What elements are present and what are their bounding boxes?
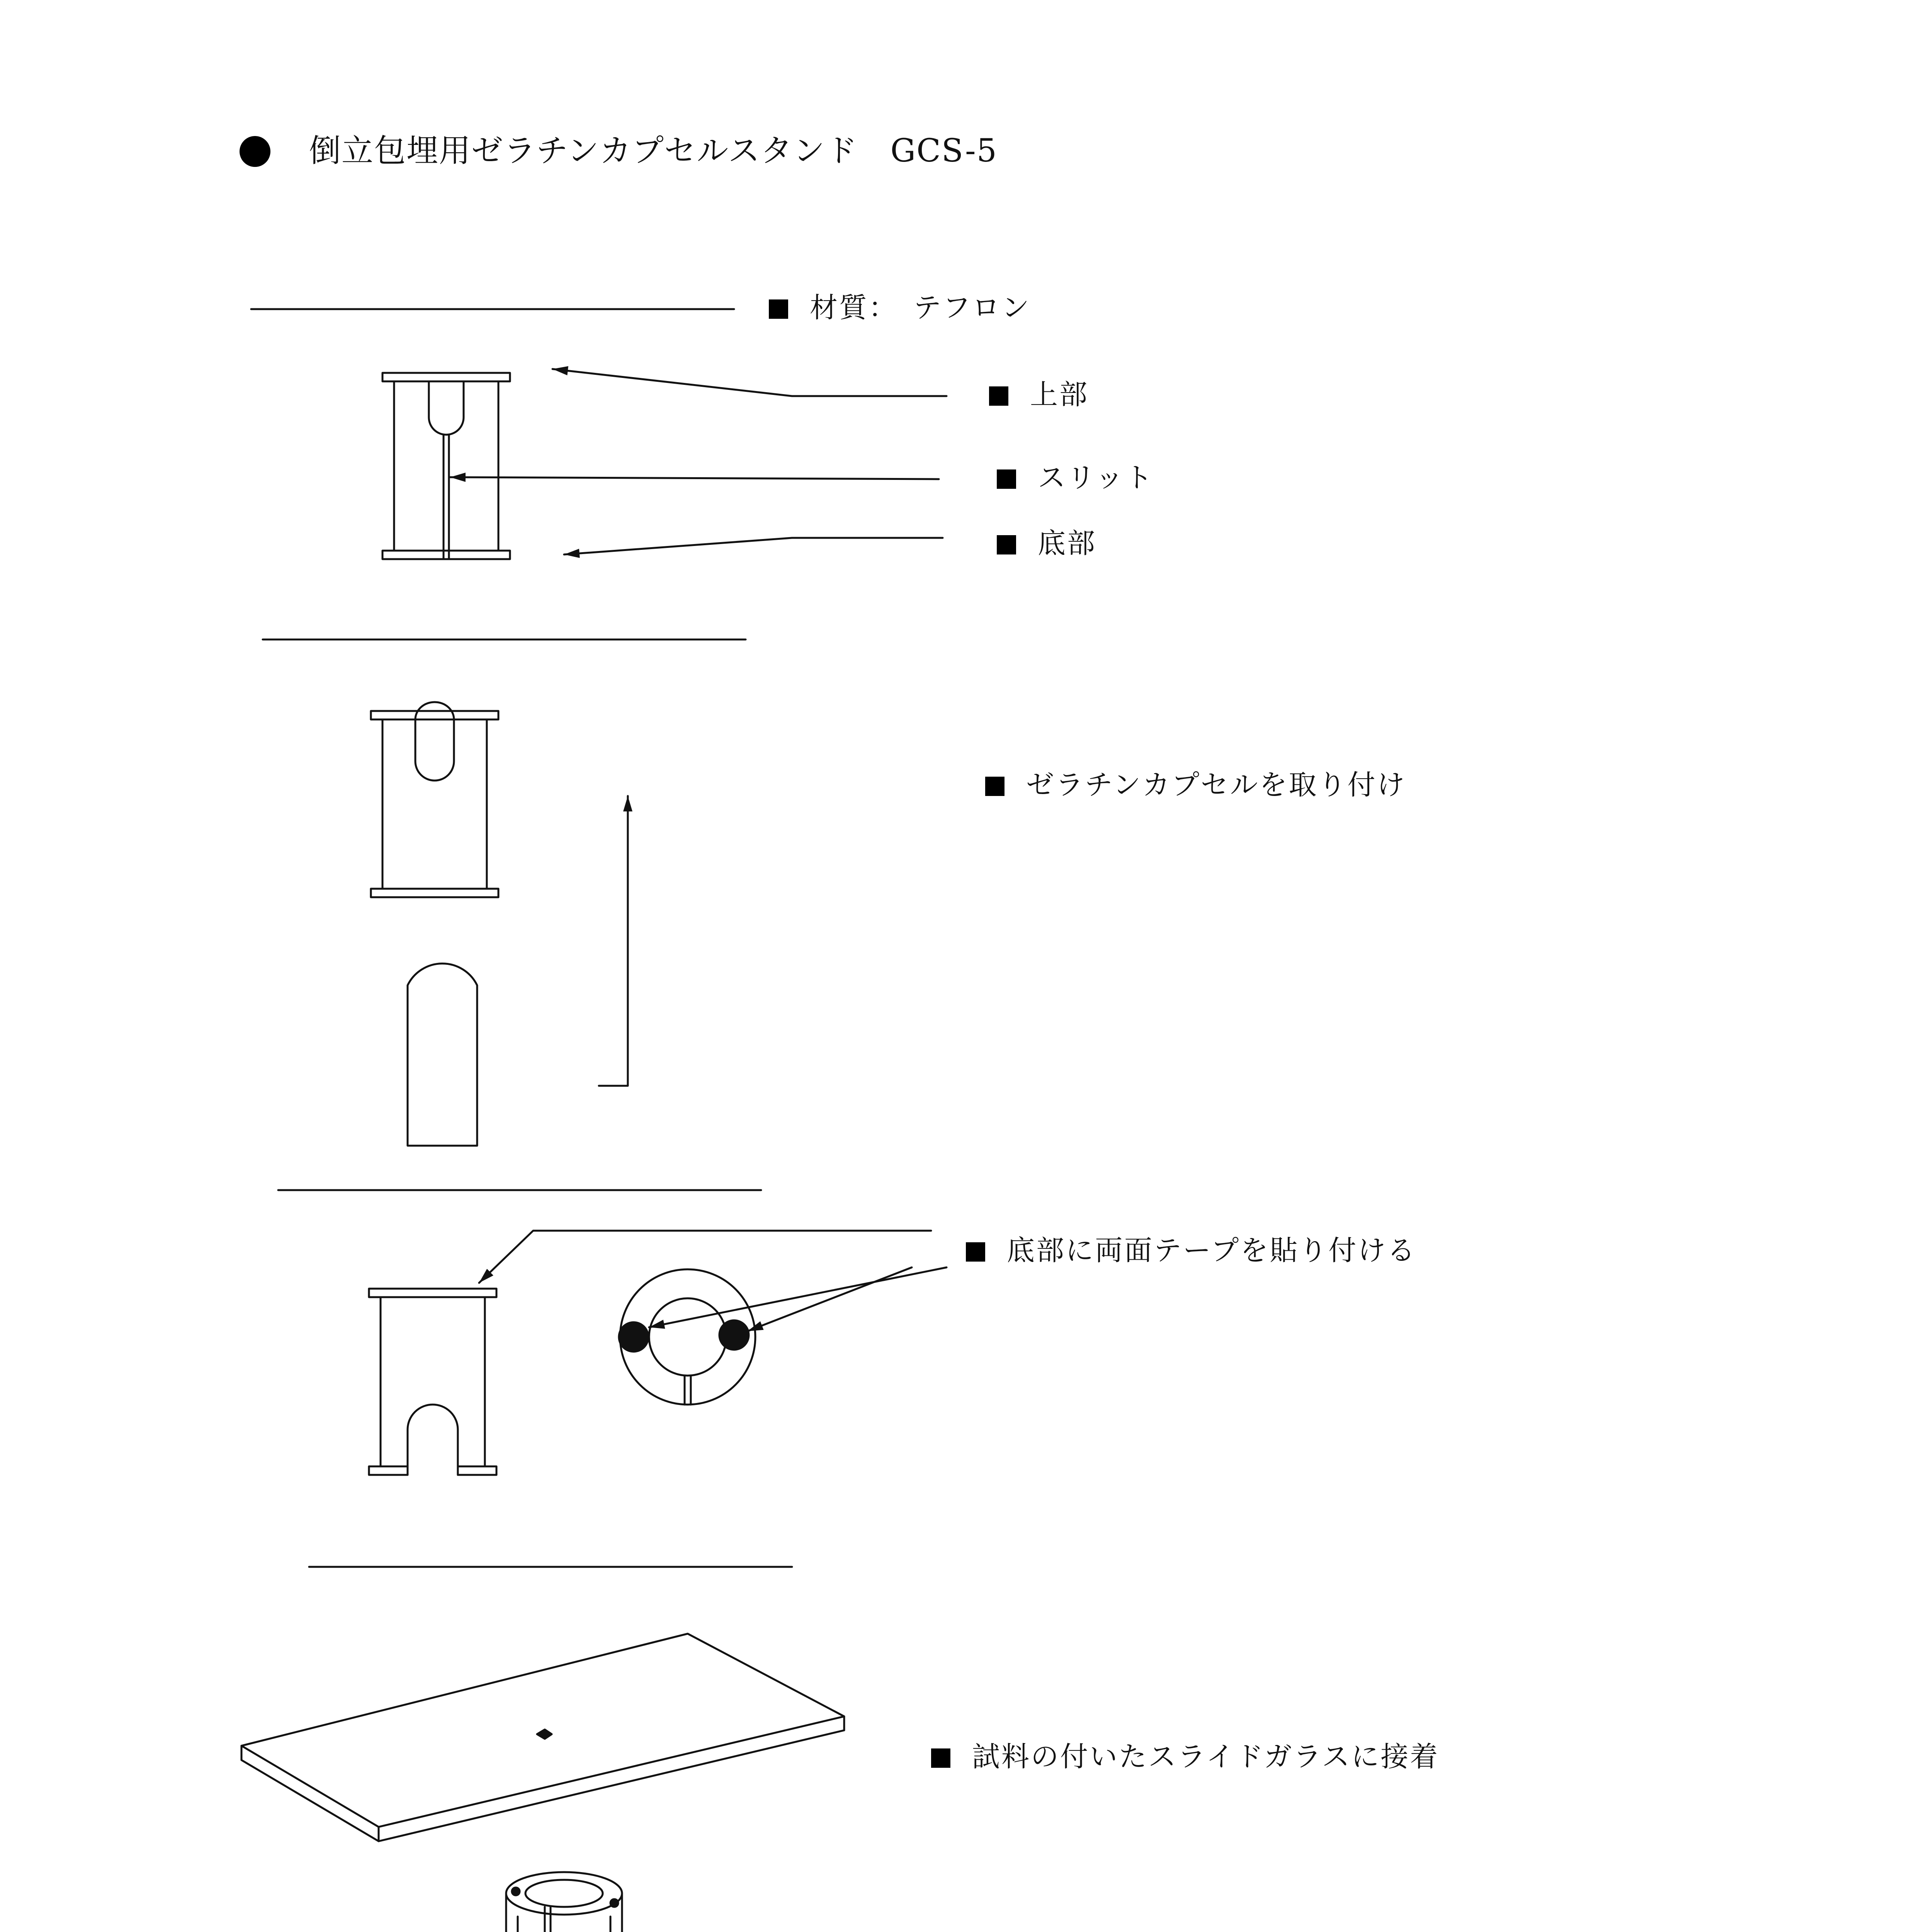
page-title: 倒立包埋用ゼラチンカプセルスタンド GCS-5 xyxy=(240,135,998,167)
part-bottom-label: 底部 xyxy=(997,529,1096,557)
insert-arrow xyxy=(599,796,628,1086)
ring-top-view xyxy=(619,1269,755,1405)
leader-tape-right xyxy=(748,1267,912,1331)
step-3-label: 試料の付いたスライドガラスに接着 xyxy=(931,1743,1440,1770)
leader-slit xyxy=(450,477,939,479)
step-2-label: 底部に両面テープを貼り付ける xyxy=(966,1236,1416,1264)
slide-glass xyxy=(241,1634,844,1841)
leader-bottom-arrow xyxy=(564,538,792,554)
gelatin-capsule xyxy=(408,964,477,1146)
leader-top-arrow xyxy=(552,369,792,396)
part-top-label: 上部 xyxy=(989,381,1089,408)
stand-side-view xyxy=(382,373,510,559)
stand-with-capsule-view xyxy=(371,702,498,897)
stand-perspective-view xyxy=(506,1872,622,1932)
material-label: 材質： テフロン xyxy=(769,294,1031,321)
leader-tape-stand xyxy=(479,1231,931,1283)
stand-inverted-view xyxy=(369,1289,496,1475)
part-slit-label: スリット xyxy=(997,464,1154,492)
leader-tape-left xyxy=(649,1267,947,1327)
step-1-label: ゼラチンカプセルを取り付け xyxy=(985,771,1406,799)
